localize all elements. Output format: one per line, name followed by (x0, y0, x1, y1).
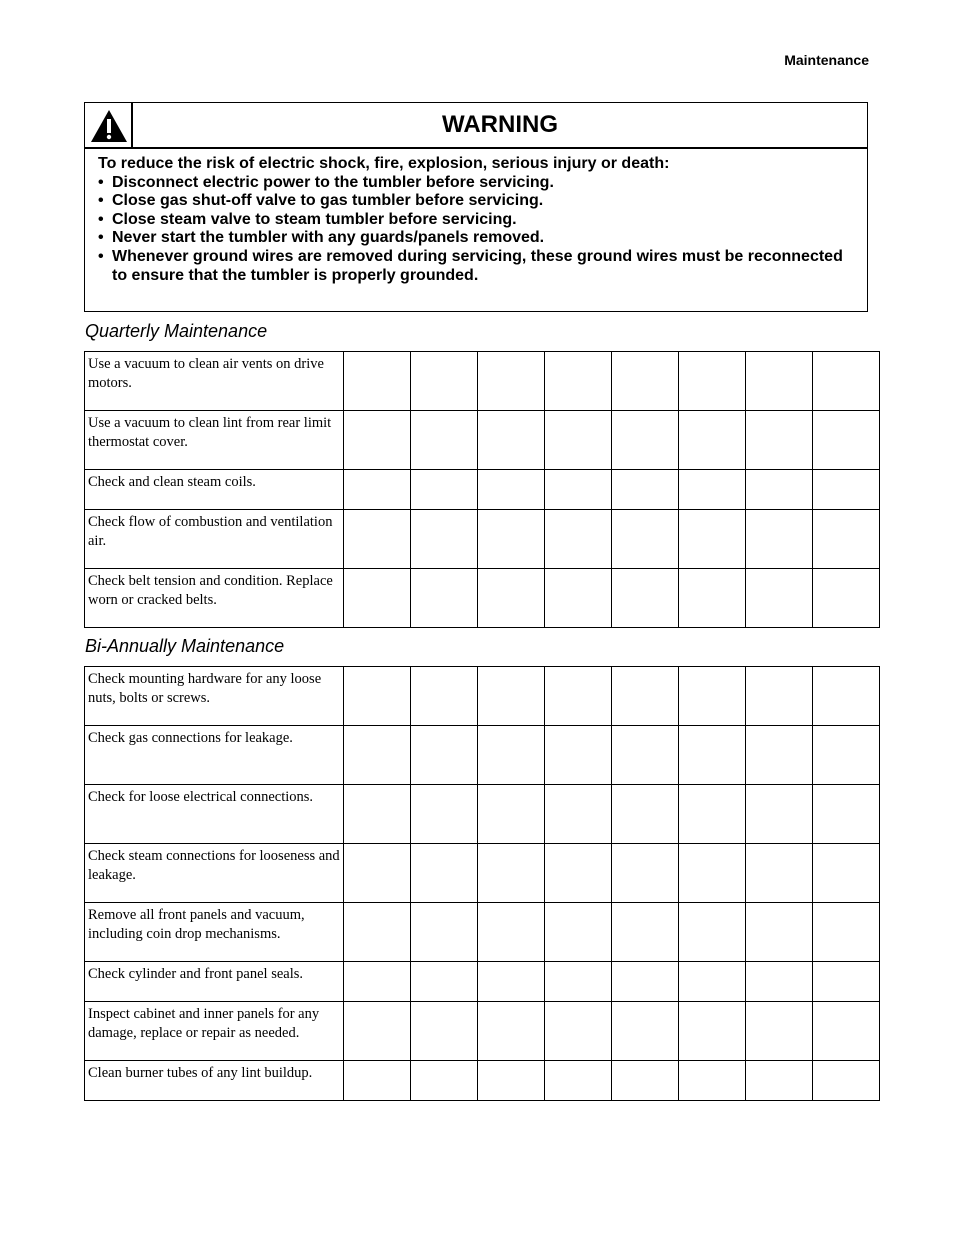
check-cell[interactable] (612, 667, 679, 726)
check-cell[interactable] (411, 1061, 478, 1101)
check-cell[interactable] (813, 352, 880, 411)
check-cell[interactable] (545, 844, 612, 903)
check-cell[interactable] (344, 667, 411, 726)
check-cell[interactable] (813, 1061, 880, 1101)
check-cell[interactable] (411, 785, 478, 844)
check-cell[interactable] (545, 470, 612, 510)
check-cell[interactable] (545, 1002, 612, 1061)
check-cell[interactable] (746, 962, 813, 1002)
task-description: Check mounting hardware for any loose nuts, bolts or screws. (85, 667, 344, 726)
check-cell[interactable] (813, 569, 880, 628)
warning-item: • Close steam valve to steam tumbler before servicing. (98, 211, 847, 230)
task-description: Check flow of combustion and ventilation air. (85, 510, 344, 569)
table-row (85, 726, 880, 785)
biannually-section-title: Bi-Annually Maintenance (85, 636, 285, 656)
check-cell[interactable] (478, 962, 545, 1002)
check-cell[interactable] (813, 962, 880, 1002)
table-row (85, 1002, 880, 1061)
check-cell[interactable] (746, 411, 813, 470)
check-cell[interactable] (478, 903, 545, 962)
check-cell[interactable] (746, 844, 813, 903)
check-cell[interactable] (679, 844, 746, 903)
check-cell[interactable] (679, 962, 746, 1002)
biannually-checklist-table (84, 666, 880, 1101)
check-cell[interactable] (545, 903, 612, 962)
check-cell[interactable] (612, 726, 679, 785)
check-cell[interactable] (344, 903, 411, 962)
check-cell[interactable] (813, 726, 880, 785)
table-row (85, 667, 880, 726)
check-cell[interactable] (344, 726, 411, 785)
check-cell[interactable] (746, 726, 813, 785)
check-cell[interactable] (545, 411, 612, 470)
check-cell[interactable] (813, 785, 880, 844)
check-cell[interactable] (679, 726, 746, 785)
quarterly-checklist-table (84, 351, 880, 628)
check-cell[interactable] (679, 903, 746, 962)
warning-triangle-icon (90, 109, 128, 143)
check-cell[interactable] (746, 1061, 813, 1101)
check-cell[interactable] (411, 1002, 478, 1061)
check-cell[interactable] (679, 569, 746, 628)
table-row (85, 844, 880, 903)
check-cell[interactable] (679, 510, 746, 569)
check-cell[interactable] (679, 785, 746, 844)
check-cell[interactable] (411, 844, 478, 903)
warning-list (98, 174, 847, 286)
warning-box (84, 102, 868, 312)
check-cell[interactable] (813, 510, 880, 569)
check-cell[interactable] (478, 470, 545, 510)
table-row (85, 1061, 880, 1101)
check-cell[interactable] (746, 667, 813, 726)
check-cell[interactable] (411, 569, 478, 628)
check-cell[interactable] (813, 667, 880, 726)
check-cell[interactable] (612, 785, 679, 844)
check-cell[interactable] (612, 411, 679, 470)
check-cell[interactable] (813, 903, 880, 962)
warning-header (85, 103, 867, 149)
check-cell[interactable] (679, 667, 746, 726)
check-cell[interactable] (344, 844, 411, 903)
check-cell[interactable] (545, 569, 612, 628)
check-cell[interactable] (344, 470, 411, 510)
check-cell[interactable] (344, 352, 411, 411)
check-cell[interactable] (612, 903, 679, 962)
check-cell[interactable] (679, 411, 746, 470)
task-description: Clean burner tubes of any lint buildup. (85, 1061, 344, 1101)
check-cell[interactable] (411, 726, 478, 785)
check-cell[interactable] (545, 352, 612, 411)
check-cell[interactable] (545, 667, 612, 726)
table-row (85, 785, 880, 844)
check-cell[interactable] (679, 1002, 746, 1061)
check-cell[interactable] (411, 510, 478, 569)
check-cell[interactable] (746, 510, 813, 569)
check-cell[interactable] (344, 962, 411, 1002)
check-cell[interactable] (344, 1061, 411, 1101)
check-cell[interactable] (679, 352, 746, 411)
check-cell[interactable] (411, 352, 478, 411)
check-cell[interactable] (478, 411, 545, 470)
check-cell[interactable] (746, 569, 813, 628)
check-cell[interactable] (612, 569, 679, 628)
check-cell[interactable] (612, 844, 679, 903)
warning-intro: To reduce the risk of electric shock, fire, explosion, serious injury or death: (98, 155, 670, 172)
check-cell[interactable] (344, 569, 411, 628)
check-cell[interactable] (478, 569, 545, 628)
check-cell[interactable] (411, 667, 478, 726)
warning-item: • Never start the tumbler with any guards/panels removed. (98, 229, 847, 248)
check-cell[interactable] (344, 1002, 411, 1061)
warning-body (98, 155, 847, 285)
table-row (85, 903, 880, 962)
check-cell[interactable] (612, 1061, 679, 1101)
check-cell[interactable] (746, 352, 813, 411)
check-cell[interactable] (612, 1002, 679, 1061)
task-description: Check for loose electrical connections. (85, 785, 344, 844)
check-cell[interactable] (478, 667, 545, 726)
check-cell[interactable] (813, 411, 880, 470)
check-cell[interactable] (813, 470, 880, 510)
table-row (85, 352, 880, 411)
check-cell[interactable] (746, 1002, 813, 1061)
check-cell[interactable] (478, 1061, 545, 1101)
check-cell[interactable] (612, 352, 679, 411)
check-cell[interactable] (612, 962, 679, 1002)
check-cell[interactable] (478, 844, 545, 903)
check-cell[interactable] (746, 785, 813, 844)
check-cell[interactable] (612, 470, 679, 510)
task-description: Check gas connections for leakage. (85, 726, 344, 785)
check-cell[interactable] (612, 510, 679, 569)
check-cell[interactable] (545, 510, 612, 569)
warning-icon-cell (85, 103, 133, 147)
check-cell[interactable] (478, 352, 545, 411)
check-cell[interactable] (344, 411, 411, 470)
check-cell[interactable] (813, 844, 880, 903)
check-cell[interactable] (545, 962, 612, 1002)
check-cell[interactable] (344, 510, 411, 569)
check-cell[interactable] (545, 1061, 612, 1101)
task-description: Check cylinder and front panel seals. (85, 962, 344, 1002)
check-cell[interactable] (411, 411, 478, 470)
check-cell[interactable] (478, 785, 545, 844)
table-row (85, 569, 880, 628)
check-cell[interactable] (478, 1002, 545, 1061)
quarterly-section-title: Quarterly Maintenance (85, 321, 268, 341)
table-row (85, 411, 880, 470)
warning-item: • Whenever ground wires are removed during servicing, these ground wires must be reconnected to ensure that the tumbler is properly grounded. (98, 248, 847, 285)
task-description: Remove all front panels and vacuum, including coin drop mechanisms. (85, 903, 344, 962)
task-description: Check steam connections for looseness and leakage. (85, 844, 344, 903)
check-cell[interactable] (813, 1002, 880, 1061)
biannually-rows (85, 667, 880, 1101)
table-row (85, 470, 880, 510)
table-row (85, 962, 880, 1002)
task-description: Use a vacuum to clean lint from rear limit thermostat cover. (85, 411, 344, 470)
check-cell[interactable] (679, 1061, 746, 1101)
check-cell[interactable] (746, 903, 813, 962)
task-description: Use a vacuum to clean air vents on drive motors. (85, 352, 344, 411)
warning-item: • Disconnect electric power to the tumbler before servicing. (98, 174, 847, 193)
table-row (85, 510, 880, 569)
check-cell[interactable] (478, 726, 545, 785)
check-cell[interactable] (545, 726, 612, 785)
check-cell[interactable] (411, 962, 478, 1002)
task-description: Check and clean steam coils. (85, 470, 344, 510)
check-cell[interactable] (545, 785, 612, 844)
page-section-header: Maintenance (784, 52, 869, 68)
check-cell[interactable] (679, 470, 746, 510)
check-cell[interactable] (411, 470, 478, 510)
quarterly-rows (85, 352, 880, 628)
check-cell[interactable] (344, 785, 411, 844)
task-description: Check belt tension and condition. Replace worn or cracked belts. (85, 569, 344, 628)
check-cell[interactable] (478, 510, 545, 569)
warning-title: WARNING (442, 111, 558, 138)
check-cell[interactable] (411, 903, 478, 962)
task-description: Inspect cabinet and inner panels for any damage, replace or repair as needed. (85, 1002, 344, 1061)
warning-item: • Close gas shut-off valve to gas tumbler before servicing. (98, 192, 847, 211)
check-cell[interactable] (746, 470, 813, 510)
